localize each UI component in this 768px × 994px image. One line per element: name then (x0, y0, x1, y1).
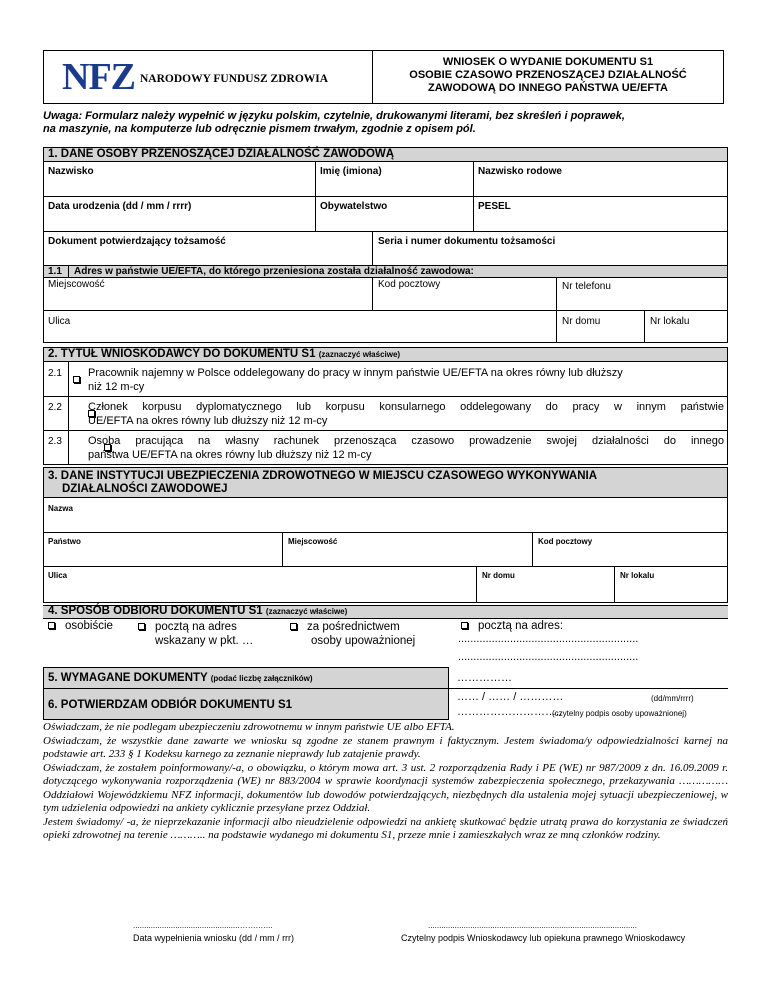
receipt-option-proxy-line2: osoby upoważnionej (311, 635, 416, 647)
section4-title-text: 4. SPOSÓB ODBIORU DOKUMENTU S1 (48, 605, 263, 617)
date-signature-line[interactable]: ................................................…….…... (133, 921, 273, 930)
label-miejscowosc: Miejscowość (48, 279, 105, 290)
receipt-signature[interactable]: ……………………….. (457, 706, 563, 718)
section5-title-text: 5. WYMAGANE DOKUMENTY (48, 672, 208, 684)
field-s3-kod[interactable] (533, 548, 727, 565)
receipt-option-proxy-line1: za pośrednictwem (307, 621, 400, 633)
field-seria[interactable] (373, 248, 727, 264)
section3-title-line2: DZIAŁALNOŚCI ZAWODOWEJ (62, 483, 228, 495)
checkbox-poczta[interactable] (138, 623, 145, 630)
field-s3-nr-lokalu[interactable] (615, 582, 727, 601)
label-seria: Seria i numer dokumentu tożsamości (378, 236, 556, 247)
label-nr-telefonu: Nr telefonu (562, 281, 611, 292)
form-title-line3: ZAWODOWĄ DO INNEGO PAŃSTWA UE/EFTA (428, 82, 668, 94)
option-2-2-line2: UE/EFTA na okres równy lub dłuższy niż 12 m-cy (88, 415, 328, 427)
section1-title: 1. DANE OSOBY PRZENOSZĄCEJ DZIAŁALNOŚĆ ZAWODOWĄ (48, 148, 395, 160)
section1-1-title: Adres w państwie UE/EFTA, do którego przeniesiona została działalność zawodowa: (74, 266, 474, 277)
option-2-3-line2: państwa UE/EFTA na okres równy lub dłuższy niż 12 m-cy (88, 449, 372, 461)
label-s3-panstwo: Państwo (48, 537, 81, 546)
option-2-2-line1: Członek korpusu dyplomatycznego lub korpusu konsularnego oddelegowany do pracy w innym państwie (88, 401, 724, 413)
receipt-option-post[interactable] (138, 620, 253, 648)
label-kod-pocztowy: Kod pocztowy (378, 279, 441, 290)
date-signature-label: Data wypełnienia wniosku (dd / mm / rrr) (133, 933, 295, 943)
label-ulica: Ulica (48, 316, 71, 327)
receipt-option-post-line2: wskazany w pkt. … (155, 635, 254, 647)
label-nazwisko: Nazwisko (48, 166, 94, 177)
section2-title-hint: (zaznaczyć właściwe) (318, 350, 401, 359)
field-data-urodzenia[interactable] (44, 214, 315, 230)
option-2-1-line2: niż 12 m-cy (88, 381, 145, 393)
label-s3-nr-domu: Nr domu (482, 571, 515, 580)
form-title-line2: OSOBIE CZASOWO PRZENOSZĄCEJ DZIAŁALNOŚĆ (409, 69, 687, 81)
form-title-line1: WNIOSEK O WYDANIE DOKUMENTU S1 (442, 56, 654, 68)
label-s3-nazwa: Nazwa (48, 504, 73, 513)
option-2-3-text (88, 434, 724, 462)
field-dokument[interactable] (44, 248, 371, 264)
applicant-signature-line[interactable]: .............................................................................................. (428, 921, 637, 930)
address-line-1[interactable]: ........................................................... (458, 633, 639, 645)
fill-notice-line2: na maszynie, na komputerze lub odręcznie pismem trwałym, zgodnie z opisem pól. (43, 123, 476, 135)
section4-title (48, 605, 347, 617)
field-nazwisko-rodowe[interactable] (474, 178, 727, 194)
label-nr-lokalu: Nr lokalu (650, 316, 690, 327)
receipt-date[interactable]: …… / …… / ………… (457, 691, 564, 703)
checkbox-2-1[interactable] (73, 376, 80, 383)
nfz-logo: NFZ (62, 56, 135, 98)
field-nr-telefonu[interactable] (557, 294, 727, 310)
declaration-p1: Oświadczam, że nie podlegam ubezpieczeniu zdrowotnemu w innym państwie UE albo EFTA. (43, 721, 455, 733)
section1-1-num: 1.1 (48, 266, 62, 277)
label-data-urodzenia: Data urodzenia (dd / mm / rrrr) (48, 201, 192, 212)
field-s3-nazwa[interactable] (44, 514, 727, 531)
field-s3-miejscowosc[interactable] (283, 548, 531, 565)
label-pesel: PESEL (478, 201, 511, 212)
label-s3-nr-lokalu: Nr lokalu (620, 571, 655, 580)
checkbox-posrednictwo[interactable] (290, 623, 297, 630)
receipt-option-post-line1: pocztą na adres (155, 621, 237, 633)
section3-title-line1: 3. DANE INSTYTUCJI UBEZPIECZENIA ZDROWOTNEGO W MIEJSCU CZASOWEGO WYKONYWANIA (48, 470, 598, 482)
field-ulica[interactable] (44, 328, 555, 342)
receipt-option-proxy[interactable] (290, 620, 415, 648)
label-s3-ulica: Ulica (48, 571, 68, 580)
field-pesel[interactable] (474, 214, 727, 230)
section4-title-hint: (zaznaczyć właściwe) (265, 607, 348, 616)
section5-title (48, 672, 313, 684)
label-s3-miejscowosc: Miejscowość (288, 537, 338, 546)
receipt-option-personal[interactable] (48, 620, 113, 632)
section6-title: 6. POTWIERDZAM ODBIÓR DOKUMENTU S1 (48, 699, 293, 711)
attachments-count[interactable]: …………… (457, 672, 512, 684)
receipt-option-personal-label: osobiście (65, 620, 113, 632)
field-s3-ulica[interactable] (44, 582, 475, 601)
fill-notice-line1: Uwaga: Formularz należy wypełnić w języku polskim, czytelnie, drukowanymi literami, bez skreśleń i poprawek, (43, 110, 625, 122)
label-dokument: Dokument potwierdzający tożsamość (48, 236, 226, 247)
field-nr-domu[interactable] (557, 328, 643, 342)
field-obywatelstwo[interactable] (316, 214, 472, 230)
label-s3-kod: Kod pocztowy (538, 537, 593, 546)
declaration-p2: Oświadczam, że wszystkie dane zawarte we wniosku są zgodne ze stanem prawnym i faktycznym. Jestem świadoma/y odpowiedzialności karnej na podstawie art. 233 § 1 Kodeksu karnego za zeznanie nieprawdy lub zatajenie prawdy. (43, 734, 728, 760)
option-2-2-text (88, 400, 724, 428)
org-name: NARODOWY FUNDUSZ ZDROWIA (140, 73, 329, 85)
section3-title (48, 470, 597, 496)
label-nr-domu: Nr domu (562, 316, 601, 327)
receipt-option-address[interactable] (461, 620, 563, 632)
receipt-signature-hint: (czytelny podpis osoby upoważnionej) (552, 709, 687, 718)
field-nr-lokalu[interactable] (645, 328, 727, 342)
label-obywatelstwo: Obywatelstwo (320, 201, 388, 212)
section2-title (48, 348, 400, 360)
field-nazwisko[interactable] (44, 178, 315, 194)
checkbox-adres[interactable] (461, 622, 468, 629)
receipt-option-address-label: pocztą na adres: (478, 620, 564, 632)
option-2-1-line1: Pracownik najemny w Polsce oddelegowany do pracy w innym państwie UE/EFTA na okres równy lub dłuższy (88, 367, 623, 379)
checkbox-osobiscie[interactable] (48, 622, 55, 629)
option-2-2-num: 2.2 (48, 402, 62, 413)
label-nazwisko-rodowe: Nazwisko rodowe (478, 166, 562, 177)
option-2-3-line1: Osoba pracująca na własny rachunek przenosząca czasowo prowadzenie swojej działalności do innego (88, 435, 724, 447)
applicant-signature-label: Czytelny podpis Wnioskodawcy lub opiekuna prawnego Wnioskodawcy (401, 933, 686, 943)
form-title (372, 56, 724, 95)
declaration-p3: Oświadczam, że zostałem poinformowany/-a, o obowiązku, o którym mowa art. 3 ust. 2 rozporządzenia Rady i PE (WE) nr 987/2009 z dn. 16.09.2009 r. dotyczącego wykonywania rozporządzenia (WE) nr 883/2004 w sprawie koordynacji systemów zabezpieczenia społecznego, przekazywania …………… Oddziałowi Wojewódzkiemu NFZ informacji, dokumentów lub dowodów potwierdzających, niezbędnych dla ustalenia mojej sytuacji ubezpieczeniowej, w tym udzielenia odpowiedzi na ankiety cyklicznie przesyłane przez Oddział. (43, 761, 728, 814)
option-2-1-text (88, 366, 623, 394)
receipt-date-hint: (dd/mm/rrrr) (651, 694, 694, 703)
fill-notice (43, 110, 743, 136)
section2-title-text: 2. TYTUŁ WNIOSKODAWCY DO DOKUMENTU S1 (48, 348, 316, 360)
field-miejscowosc[interactable] (44, 292, 371, 308)
field-imie[interactable] (316, 178, 472, 194)
option-2-3-num: 2.3 (48, 436, 62, 447)
field-kod-pocztowy[interactable] (373, 292, 555, 308)
field-s3-nr-domu[interactable] (477, 582, 613, 601)
address-line-2[interactable]: ........................................................... (458, 651, 639, 663)
declaration-p4: Jestem świadomy/ -a, że nieprzekazanie informacji albo nieudzielenie odpowiedzi na ankietę skutkować będzie utratą prawa do korzystania ze świadczeń opieki zdrowotnej na terenie ……….. na podstawie wydanego mi dokumentu S1, przeze mnie i zamieszkałych wraz ze mną członków rodziny. (43, 815, 728, 841)
label-imie: Imię (imiona) (320, 166, 382, 177)
field-s3-panstwo[interactable] (44, 548, 281, 565)
declaration (43, 721, 728, 843)
option-2-1-num: 2.1 (48, 368, 62, 379)
section5-title-hint: (podać liczbę załączników) (210, 674, 313, 683)
